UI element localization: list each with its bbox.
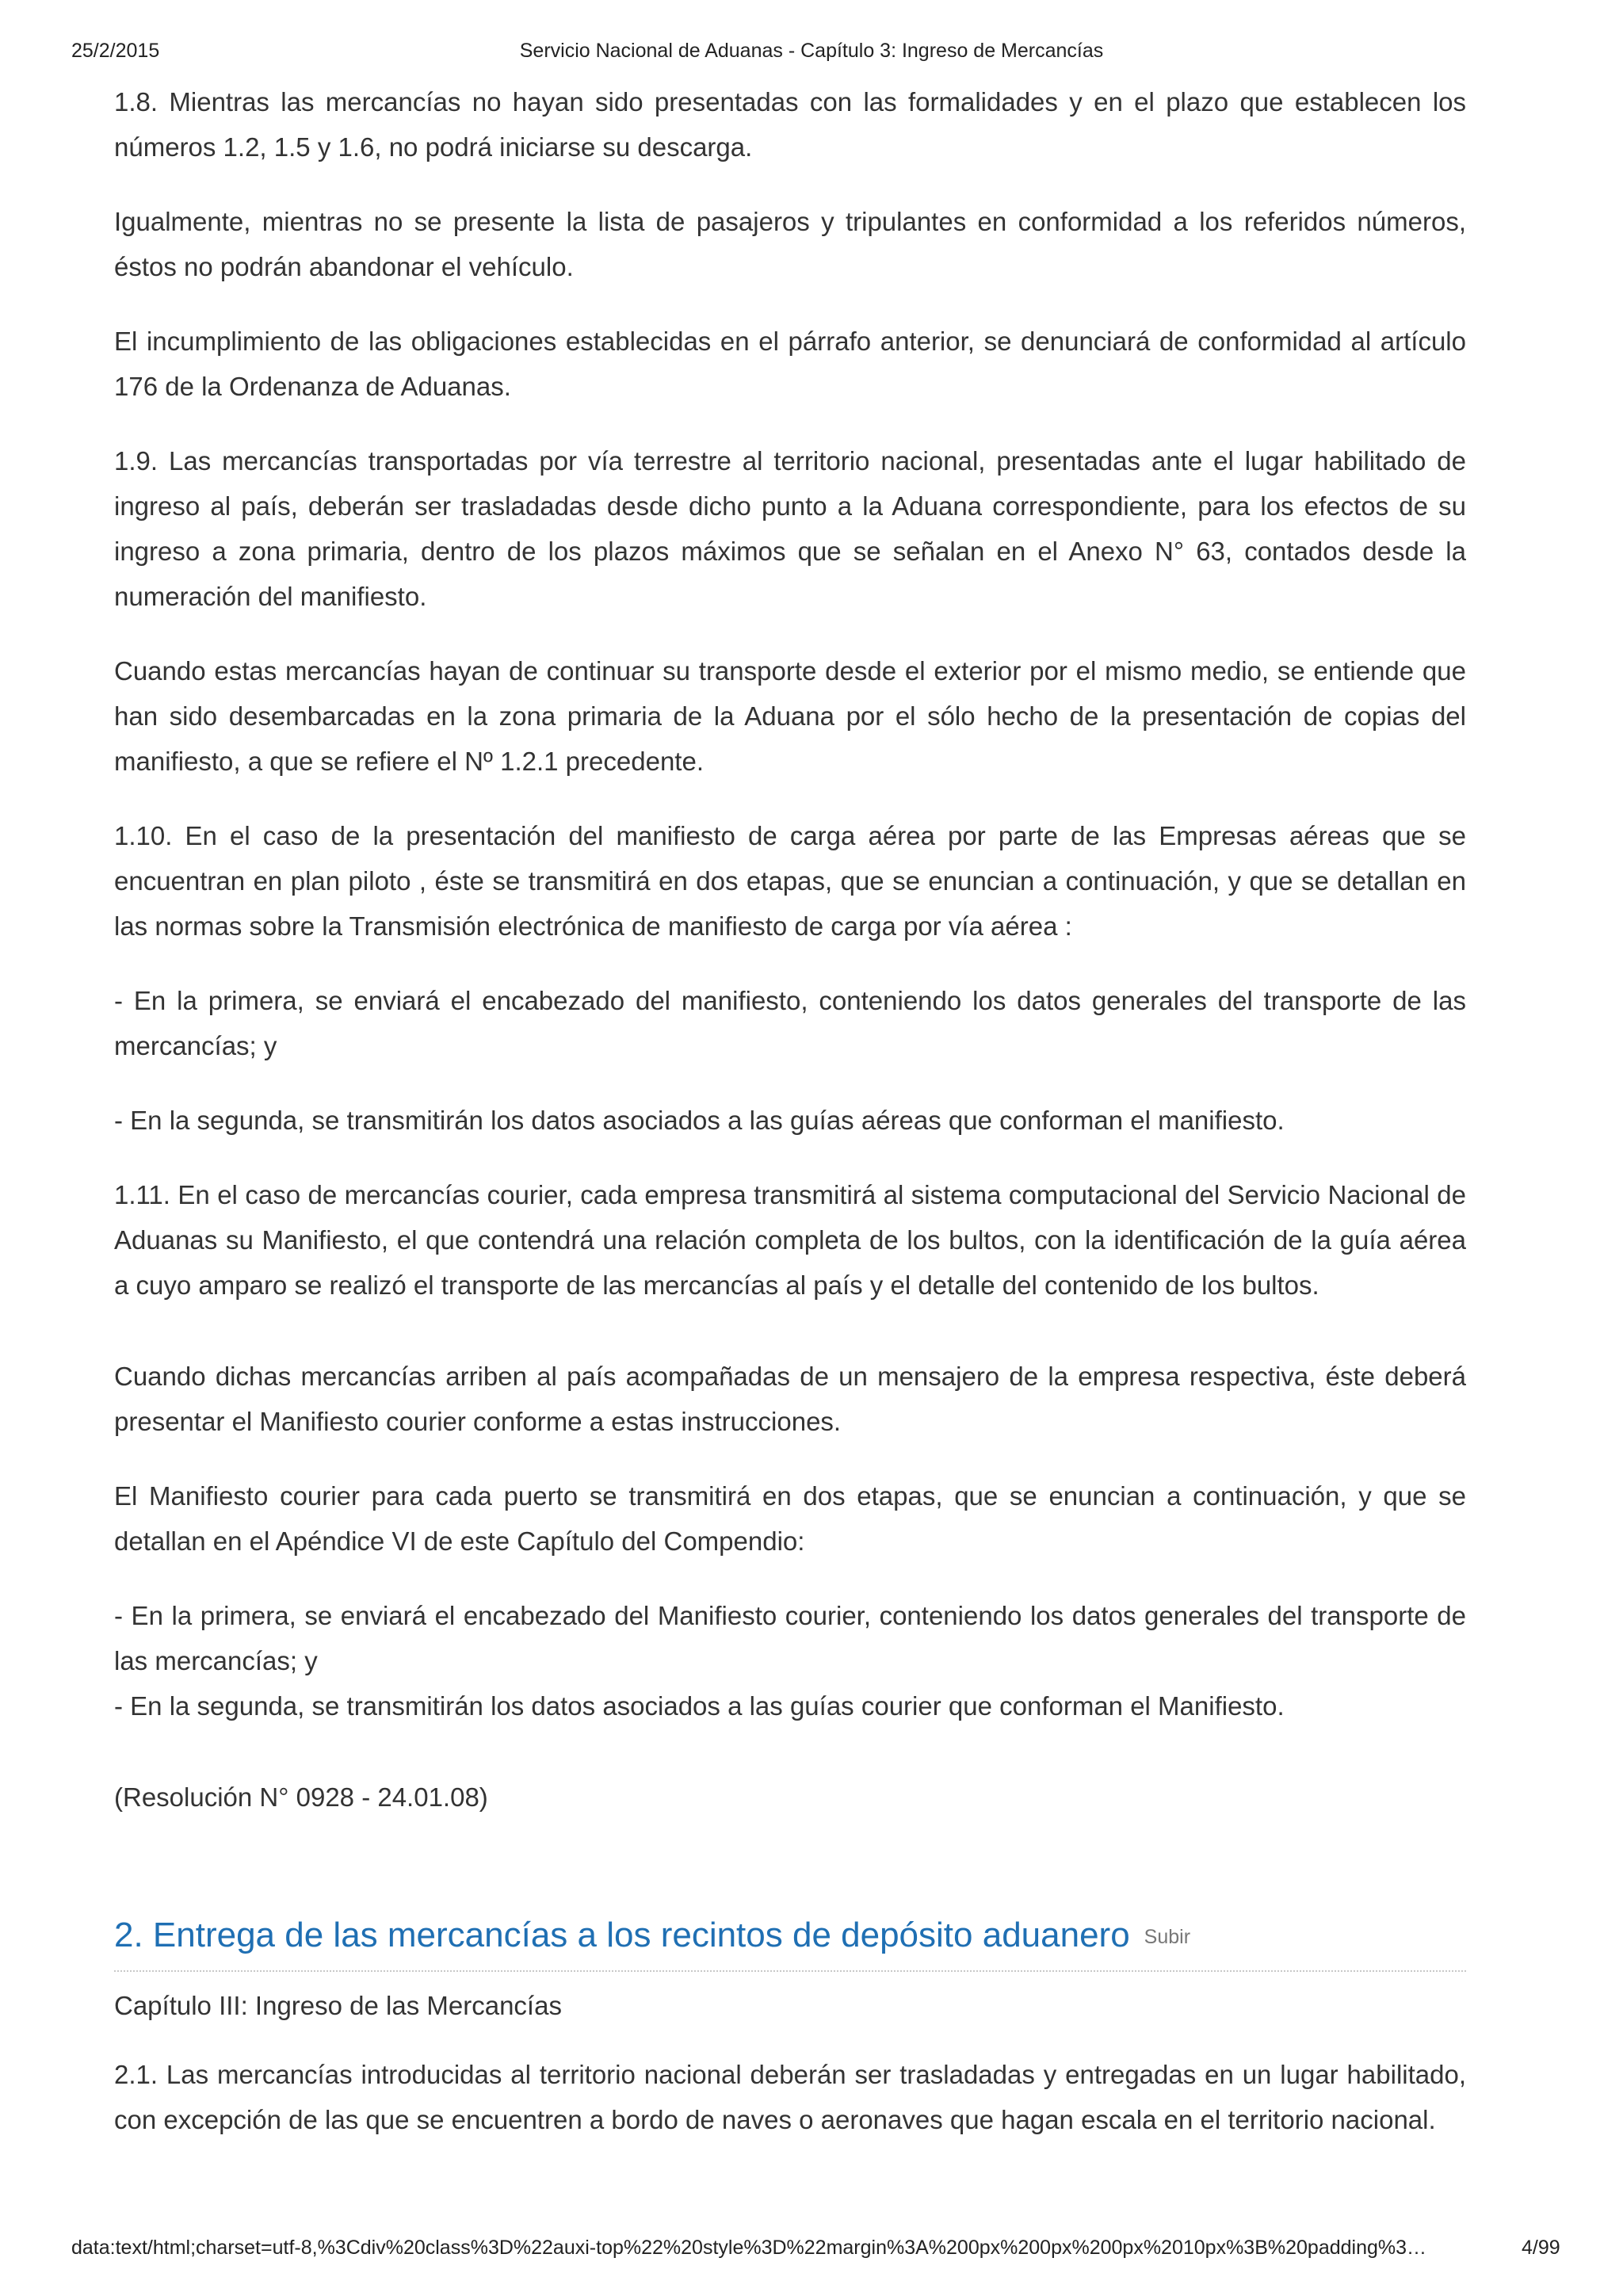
section-2-heading bbox=[114, 1912, 1466, 1972]
paragraph-1-8: 1.8. Mientras las mercancías no hayan sido presentadas con las formalidades y en el plazo que establecen los números 1.2, 1.5 y 1.6, no podrá iniciarse su descarga. bbox=[114, 87, 1466, 162]
paragraph-2-1: 2.1. Las mercancías introducidas al territorio nacional deberán ser trasladadas y entregadas en un lugar habilitado, con excepción de las que se encuentren a bordo de naves o aeronaves que hagan escala en el territorio nacional. bbox=[114, 2060, 1466, 2134]
paragraph-manifiesto-courier: El Manifiesto courier para cada puerto se transmitirá en dos etapas, que se enuncian a continuación, y que se detallan en el Apéndice VI de este Capítulo del Compendio: bbox=[114, 1481, 1466, 1556]
paragraph-cuando-dichas: Cuando dichas mercancías arriben al país acompañadas de un mensajero de la empresa respectiva, éste deberá presentar el Manifiesto courier conforme a estas instrucciones. bbox=[114, 1362, 1466, 1436]
print-title: Servicio Nacional de Aduanas - Capítulo 3: Ingreso de Mercancías bbox=[519, 40, 1104, 62]
paragraph-primera-courier: - En la primera, se enviará el encabezado del Manifiesto courier, conteniendo los datos generales del transporte de las mercancías; y bbox=[114, 1601, 1466, 1675]
print-footer bbox=[0, 2237, 1623, 2264]
paragraph-1-9: 1.9. Las mercancías transportadas por vía terrestre al territorio nacional, presentadas ante el lugar habilitado de ingreso al país, deberán ser trasladadas desde dicho punto a la Aduana correspondiente, para los efectos de su ingreso a zona primaria, dentro de los plazos máximos que se señalan en el Anexo N° 63, contados desde la numeración del manifiesto. bbox=[114, 446, 1466, 611]
print-url: data:text/html;charset=utf-8,%3Cdiv%20class%3D%22auxi-top%22%20style%3D%22margin%3A%200px%200px%200px%2010px%3B%20padding%3… bbox=[71, 2237, 1427, 2259]
paragraph-1-11: 1.11. En el caso de mercancías courier, cada empresa transmitirá al sistema computacional del Servicio Nacional de Aduanas su Manifiesto, el que contendrá una relación completa de los bultos, con la identificación de la guía aérea a cuyo amparo se realizó el transporte de las mercancías al país y el detalle del contenido de los bultos. bbox=[114, 1180, 1466, 1300]
paragraph-cuando-estas: Cuando estas mercancías hayan de continuar su transporte desde el exterior por el mismo medio, se entiende que han sido desembarcadas en la zona primaria de la Aduana por el sólo hecho de la presentación de copias del manifiesto, a que se refiere el Nº 1.2.1 precedente. bbox=[114, 656, 1466, 776]
document-content bbox=[114, 79, 1466, 2172]
paragraph-segunda-courier: - En la segunda, se transmitirán los datos asociados a las guías courier que conforman el Manifiesto. bbox=[114, 1691, 1285, 1721]
chapter-subheading: Capítulo III: Ingreso de las Mercancías bbox=[114, 1991, 562, 2020]
paragraph-igualmente: Igualmente, mientras no se presente la lista de pasajeros y tripulantes en conformidad a los referidos números, éstos no podrán abandonar el vehículo. bbox=[114, 207, 1466, 281]
paragraph-1-10: 1.10. En el caso de la presentación del manifiesto de carga aérea por parte de las Empresas aéreas que se encuentran en plan piloto , éste se transmitirá en dos etapas, que se enuncian a continuación, y que se detallan en las normas sobre la Transmisión electrónica de manifiesto de carga por vía aérea : bbox=[114, 821, 1466, 941]
print-header bbox=[0, 40, 1623, 67]
subir-link[interactable]: Subir bbox=[1144, 1926, 1191, 1948]
print-date: 25/2/2015 bbox=[71, 40, 160, 62]
section-2-title: 2. Entrega de las mercancías a los recintos de depósito aduanero bbox=[114, 1916, 1130, 1954]
resolution-note: (Resolución N° 0928 - 24.01.08) bbox=[114, 1782, 488, 1812]
page-number: 4/99 bbox=[1522, 2237, 1560, 2259]
paragraph-segunda-aerea: - En la segunda, se transmitirán los datos asociados a las guías aéreas que conforman el manifiesto. bbox=[114, 1106, 1285, 1135]
paragraph-primera-aerea: - En la primera, se enviará el encabezado del manifiesto, conteniendo los datos generales del transporte de las mercancías; y bbox=[114, 986, 1466, 1060]
paragraph-incumplimiento: El incumplimiento de las obligaciones establecidas en el párrafo anterior, se denunciará de conformidad al artículo 176 de la Ordenanza de Aduanas. bbox=[114, 327, 1466, 401]
